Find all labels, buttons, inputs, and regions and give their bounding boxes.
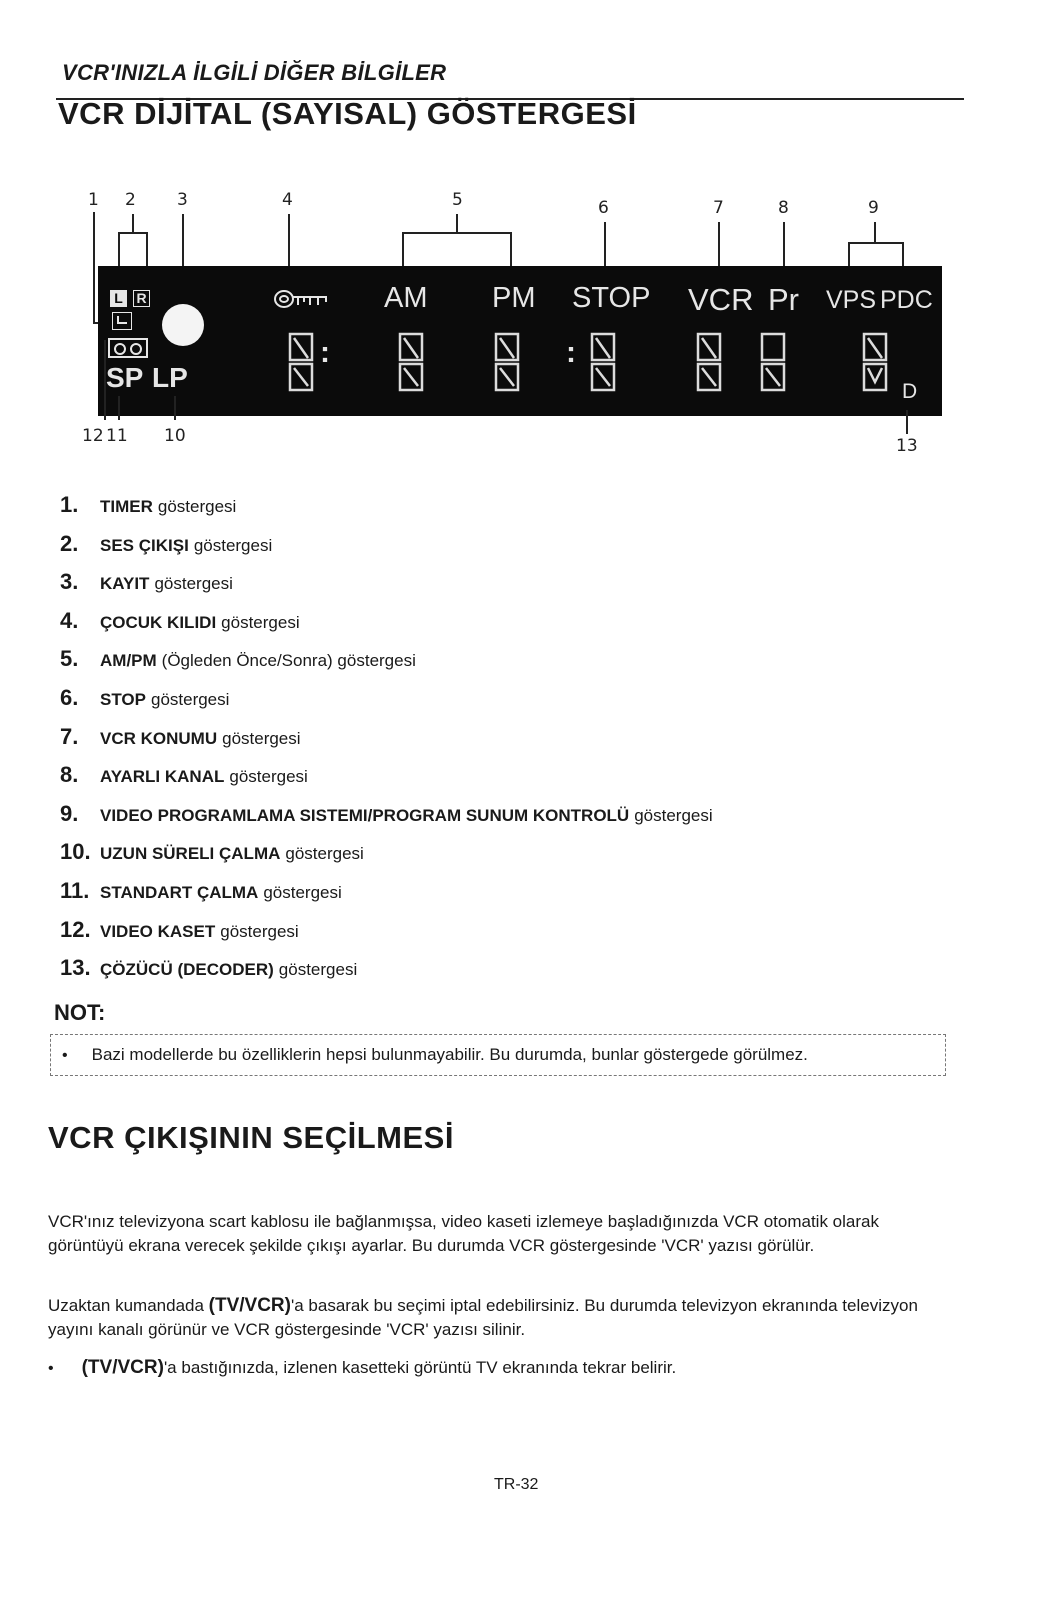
callout-11: 11 <box>106 426 128 446</box>
pm-indicator: PM <box>492 282 536 314</box>
callout-6: 6 <box>598 198 609 218</box>
callout-4: 4 <box>282 190 293 210</box>
list-item: 9. VIDEO PROGRAMLAMA SISTEMI/PROGRAM SUNUM KONTROLÜ göstergesi <box>60 800 713 826</box>
list-item: 10. UZUN SÜRELI ÇALMA göstergesi <box>60 839 364 865</box>
list-item: 6. STOP göstergesi <box>60 684 230 710</box>
indicator-list <box>60 492 960 994</box>
note-title: NOT: <box>54 1000 106 1025</box>
vcr-display-panel <box>98 266 942 416</box>
list-item: 8. AYARLI KANAL göstergesi <box>60 762 308 788</box>
lp-indicator: LP <box>152 362 188 393</box>
digit-segment <box>396 332 426 392</box>
list-item: 13. ÇÖZÜCÜ (DECODER) göstergesi <box>60 955 358 981</box>
stop-indicator: STOP <box>572 282 651 314</box>
page-title: VCR DİJİTAL (SAYISAL) GÖSTERGESİ <box>58 96 637 131</box>
note-text: • Bazi modellerde bu özelliklerin hepsi bulunmayabilir. Bu durumda, bunlar göstergede görülmez. <box>62 1045 808 1064</box>
list-item: 11. STANDART ÇALMA göstergesi <box>60 877 342 903</box>
list-item: 4. ÇOCUK KILIDI göstergesi <box>60 607 300 633</box>
digit-segment <box>286 332 316 392</box>
leader-line-9 <box>874 222 876 242</box>
list-item: 7. VCR KONUMU göstergesi <box>60 723 301 749</box>
leader-bracket-2 <box>118 232 148 234</box>
callout-7: 7 <box>713 198 724 218</box>
sp-indicator: SP <box>106 362 144 393</box>
colon-separator: : <box>566 336 576 369</box>
timer-icon <box>112 312 132 330</box>
callout-1: 1 <box>88 190 99 210</box>
callout-9: 9 <box>868 198 879 218</box>
child-lock-key-icon <box>274 288 328 310</box>
list-item: 5. AM/PM (Ögleden Önce/Sonra) göstergesi <box>60 646 416 672</box>
digit-segment <box>758 332 788 392</box>
list-item: 12. VIDEO KASET göstergesi <box>60 916 299 942</box>
callout-13: 13 <box>896 436 918 456</box>
callout-10: 10 <box>164 426 186 446</box>
leader-bracket-5 <box>402 232 512 234</box>
section-heading: VCR ÇIKIŞININ SEÇİLMESİ <box>48 1120 454 1155</box>
colon-separator: : <box>320 336 330 369</box>
digit-segment <box>694 332 724 392</box>
list-item: 3. KAYIT göstergesi <box>60 569 233 595</box>
page-number: TR-32 <box>494 1476 539 1493</box>
leader-line-10 <box>174 396 176 420</box>
vcr-mode-indicator: VCR <box>688 282 754 317</box>
video-cassette-icon <box>108 338 148 358</box>
bullet-paragraph: • (TV/VCR)'a bastığınızda, izlenen kasetteki görüntü TV ekranında tekrar belirir. <box>48 1357 677 1378</box>
callout-3: 3 <box>177 190 188 210</box>
digit-segment <box>860 332 890 392</box>
list-item: 1. TIMER göstergesi <box>60 492 237 517</box>
leader-line-11 <box>118 396 120 420</box>
callout-2: 2 <box>125 190 136 210</box>
right-channel-indicator: R <box>133 290 150 307</box>
paragraph-1: VCR'ınız televizyona scart kablosu ile bağlanmışsa, video kaseti izlemeye başladığınızda VCR otomatik olarak görüntüyü ekrana verecek şekilde çıkışı ayarlar. Bu durumda VCR göstergesinde 'VCR' yazısı görülür. <box>48 1212 879 1255</box>
section-label: VCR'INIZLA İLGİLİ DİĞER BİLGİLER <box>62 60 447 85</box>
leader-bracket-9 <box>848 242 904 244</box>
callout-8: 8 <box>778 198 789 218</box>
leader-line-1 <box>93 212 95 324</box>
callout-5: 5 <box>452 190 463 210</box>
decoder-indicator: D <box>902 380 918 403</box>
leader-line-2 <box>132 214 134 232</box>
left-channel-indicator: L <box>110 290 127 307</box>
vps-indicator: VPS <box>826 286 877 314</box>
record-indicator-icon <box>162 304 204 346</box>
program-channel-indicator: Pr <box>768 282 799 317</box>
leader-line-12 <box>104 340 106 420</box>
pdc-indicator: PDC <box>880 286 933 314</box>
digit-segment <box>588 332 618 392</box>
list-item: 2. SES ÇIKIŞI göstergesi <box>60 530 273 556</box>
digit-segment <box>492 332 522 392</box>
callout-12: 12 <box>82 426 104 446</box>
leader-line-5 <box>456 214 458 232</box>
am-indicator: AM <box>384 282 428 314</box>
leader-line-13 <box>906 410 908 434</box>
paragraph-2: Uzaktan kumandada (TV/VCR)'a basarak bu seçimi iptal edebilirsiniz. Bu durumda televizyon ekranında televizyon yayını kanalı görünür ve VCR göstergesinde 'VCR' yazısı silinir. <box>48 1295 918 1339</box>
